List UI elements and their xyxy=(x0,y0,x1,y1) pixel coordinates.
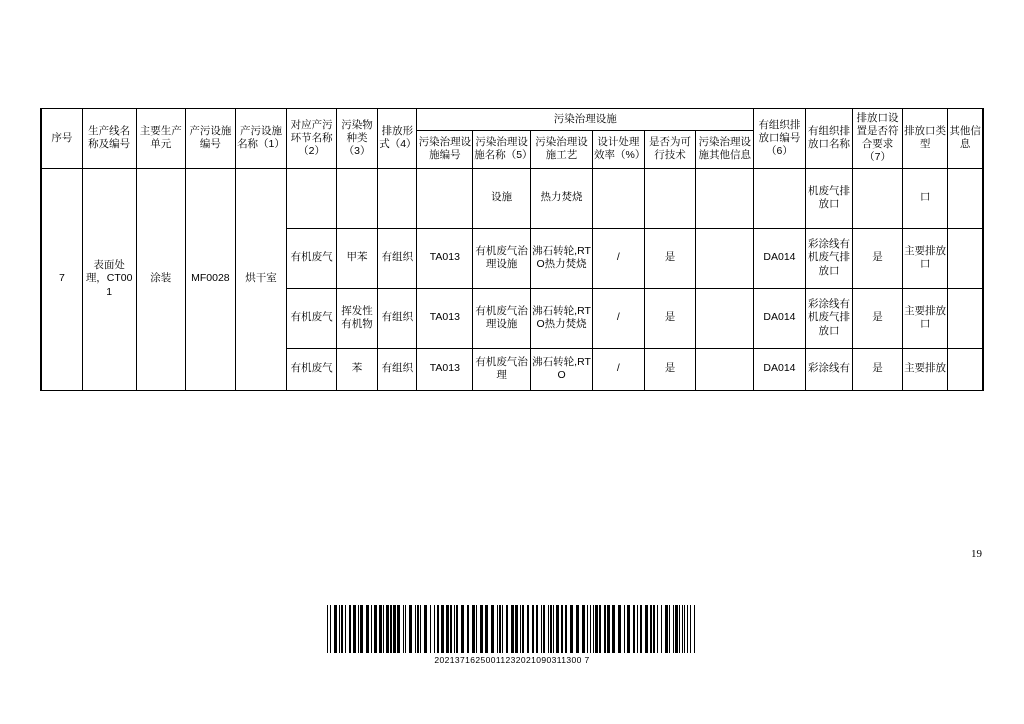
cell-form: 有组织 xyxy=(378,228,417,288)
header-treat-code: 污染治理设施编号 xyxy=(417,131,473,168)
cell-treat-code xyxy=(417,168,473,228)
cell-treat-name: 有机废气治理设施 xyxy=(473,228,531,288)
cell-feasible xyxy=(644,168,696,228)
header-other: 其他信息 xyxy=(948,109,983,169)
header-outlet-type: 排放口类型 xyxy=(902,109,947,169)
header-group-treatment: 污染治理设施 xyxy=(417,109,754,131)
cell-line-name: 表面处理，CT001 xyxy=(82,168,136,390)
cell-other xyxy=(948,348,983,390)
cell-outlet-name: 彩涂线有机废气排放口 xyxy=(805,228,853,288)
barcode-area xyxy=(0,592,1024,665)
cell-node: 有机废气 xyxy=(287,288,337,348)
cell-treat-code: TA013 xyxy=(417,348,473,390)
cell-outlet-type: 主要排放口 xyxy=(902,228,947,288)
header-node: 对应产污环节名称（2） xyxy=(287,109,337,169)
cell-treat-code: TA013 xyxy=(417,228,473,288)
cell-treat-process: 沸石转轮,RTO热力焚烧 xyxy=(531,228,593,288)
cell-outlet-code xyxy=(754,168,806,228)
header-form: 排放形式（4） xyxy=(378,109,417,169)
header-unit: 主要生产单元 xyxy=(136,109,186,169)
cell-other xyxy=(948,168,983,228)
cell-outlet-code: DA014 xyxy=(754,228,806,288)
header-pollutant: 污染物种类（3） xyxy=(336,109,377,169)
header-fac-name: 产污设施名称（1） xyxy=(235,109,287,169)
table-header-row-group xyxy=(41,109,983,131)
table-row xyxy=(41,168,983,228)
cell-form xyxy=(378,168,417,228)
cell-feasible: 是 xyxy=(644,228,696,288)
cell-outlet-type: 主要排放口 xyxy=(902,288,947,348)
table-body xyxy=(41,168,983,390)
cell-outlet-name: 机废气排放口 xyxy=(805,168,853,228)
cell-outlet-code: DA014 xyxy=(754,348,806,390)
barcode-image xyxy=(327,605,698,653)
header-treat-name: 污染治理设施名称（5） xyxy=(473,131,531,168)
cell-other xyxy=(948,288,983,348)
cell-efficiency: / xyxy=(593,288,645,348)
cell-other-treat xyxy=(696,168,754,228)
cell-other xyxy=(948,228,983,288)
emission-facility-table xyxy=(40,108,984,391)
cell-outlet-code: DA014 xyxy=(754,288,806,348)
cell-other-treat xyxy=(696,288,754,348)
cell-pollutant xyxy=(336,168,377,228)
header-efficiency: 设计处理效率（%） xyxy=(593,131,645,168)
page-number: 19 xyxy=(971,548,982,560)
header-treat-process: 污染治理设施工艺 xyxy=(531,131,593,168)
cell-pollutant: 苯 xyxy=(336,348,377,390)
cell-treat-process: 沸石转轮,RTO热力焚烧 xyxy=(531,288,593,348)
cell-node xyxy=(287,168,337,228)
cell-outlet-type: 口 xyxy=(902,168,947,228)
cell-treat-code: TA013 xyxy=(417,288,473,348)
cell-pollutant: 甲苯 xyxy=(336,228,377,288)
cell-compliant: 是 xyxy=(853,348,903,390)
barcode-text: 20213716250011232021090311300 7 xyxy=(434,655,590,665)
cell-treat-name: 有机废气治理设施 xyxy=(473,288,531,348)
cell-treat-name: 设施 xyxy=(473,168,531,228)
header-seq: 序号 xyxy=(41,109,82,169)
cell-fac-name: 烘干室 xyxy=(235,168,287,390)
cell-form: 有组织 xyxy=(378,288,417,348)
cell-seq: 7 xyxy=(41,168,82,390)
table-header xyxy=(41,109,983,169)
cell-treat-process: 热力焚烧 xyxy=(531,168,593,228)
cell-node: 有机废气 xyxy=(287,228,337,288)
cell-efficiency: / xyxy=(593,228,645,288)
cell-treat-process: 沸石转轮,RTO xyxy=(531,348,593,390)
cell-other-treat xyxy=(696,228,754,288)
cell-fac-code: MF0028 xyxy=(186,168,236,390)
cell-efficiency: / xyxy=(593,348,645,390)
cell-feasible: 是 xyxy=(644,348,696,390)
cell-compliant: 是 xyxy=(853,228,903,288)
cell-efficiency xyxy=(593,168,645,228)
header-compliant: 排放口设置是否符合要求（7） xyxy=(853,109,903,169)
cell-outlet-name: 彩涂线有机废气排放口 xyxy=(805,288,853,348)
cell-unit: 涂装 xyxy=(136,168,186,390)
header-fac-code: 产污设施编号 xyxy=(186,109,236,169)
cell-compliant: 是 xyxy=(853,288,903,348)
header-line-name: 生产线名称及编号 xyxy=(82,109,136,169)
cell-form: 有组织 xyxy=(378,348,417,390)
cell-outlet-name: 彩涂线有 xyxy=(805,348,853,390)
cell-outlet-type: 主要排放 xyxy=(902,348,947,390)
cell-feasible: 是 xyxy=(644,288,696,348)
header-feasible: 是否为可行技术 xyxy=(644,131,696,168)
header-other-treat: 污染治理设施其他信息 xyxy=(696,131,754,168)
cell-compliant xyxy=(853,168,903,228)
header-outlet-name: 有组织排放口名称 xyxy=(805,109,853,169)
cell-pollutant: 挥发性有机物 xyxy=(336,288,377,348)
cell-treat-name: 有机废气治理 xyxy=(473,348,531,390)
cell-other-treat xyxy=(696,348,754,390)
header-outlet-code: 有组织排放口编号（6） xyxy=(754,109,806,169)
cell-node: 有机废气 xyxy=(287,348,337,390)
